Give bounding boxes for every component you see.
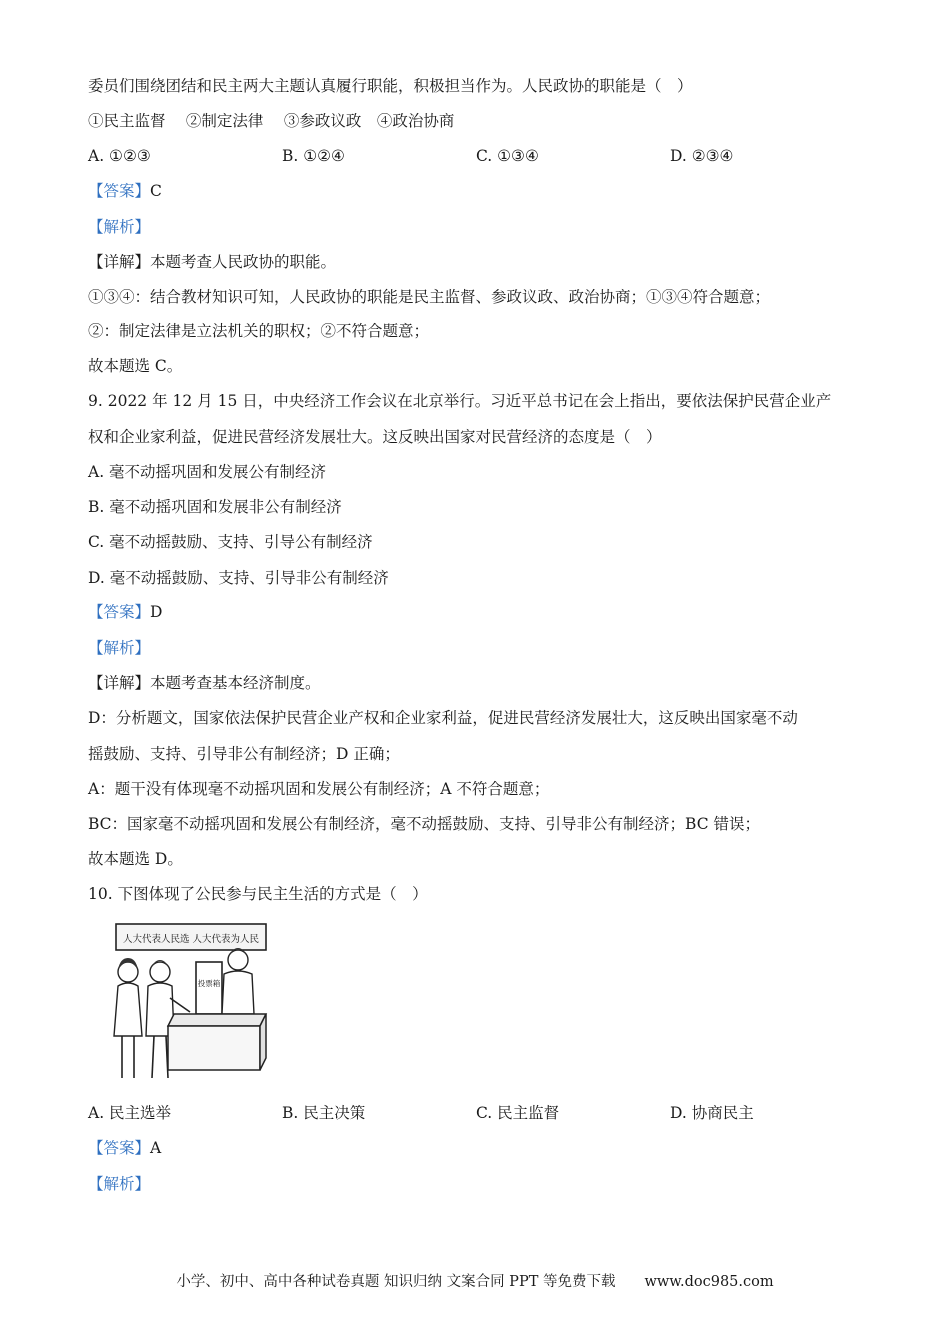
q8-option-b: B. ①②④ (282, 147, 345, 165)
voting-cartoon (110, 920, 270, 1085)
answer-value: D (150, 603, 163, 621)
q9-explain-line: BC：国家毫不动摇巩固和发展公有制经济，毫不动摇鼓励、支持、引导非公有制经济；BC 错误； (88, 815, 761, 833)
q9-conclusion: 故本题选 D。 (88, 850, 183, 868)
q9-explain-line: A：题干没有体现毫不动摇巩固和发展公有制经济；A 不符合题意； (88, 780, 550, 798)
woman-body (114, 983, 142, 1036)
detail-text: 本题考查基本经济制度。 (150, 674, 321, 692)
q8-analysis-tag: 【解析】 (88, 218, 151, 236)
q8-conclusion: 故本题选 C。 (88, 357, 183, 375)
q8-option-c: C. ①③④ (476, 147, 539, 165)
q10-analysis-tag: 【解析】 (88, 1175, 151, 1193)
page-footer: 小学、初中、高中各种试卷真题 知识归纳 文案合同 PPT 等免费下载 www.doc985.com (176, 1274, 774, 1290)
q9-option-b: B. 毫不动摇巩固和发展非公有制经济 (88, 498, 342, 516)
answer-tag: 【答案】 (88, 182, 151, 200)
q9-stem-2: 权和企业家利益，促进民营经济发展壮大。这反映出国家对民营经济的态度是（ ） (88, 428, 662, 446)
q10-option-c: C. 民主监督 (476, 1104, 560, 1122)
q10-option-d: D. 协商民主 (670, 1104, 754, 1122)
q9-option-c: C. 毫不动摇鼓励、支持、引导公有制经济 (88, 533, 373, 551)
q8-explain-line: ①③④：结合教材知识可知，人民政协的职能是民主监督、参政议政、政治协商；①③④符合题意； (88, 288, 771, 306)
detail-tag: 【详解】 (88, 674, 151, 692)
q9-detail (88, 673, 321, 693)
ballot-box (196, 962, 222, 1014)
official-body (222, 971, 254, 1014)
q9-analysis-tag: 【解析】 (88, 639, 151, 657)
q10-illustration (110, 920, 270, 1085)
detail-text: 本题考查人民政协的职能。 (150, 253, 337, 271)
banner-text: 人大代表人民选 人大代表为人民 (122, 934, 260, 945)
q8-detail (88, 252, 336, 272)
q8-option-d: D. ②③④ (670, 147, 734, 165)
ballot-box-label: 投票箱 (197, 979, 221, 988)
q9-answer (88, 602, 162, 622)
q9-explain-line: 摇鼓励、支持、引导非公有制经济；D 正确； (88, 745, 400, 763)
q10-option-a: A. 民主选举 (88, 1104, 172, 1122)
answer-value: A (150, 1139, 162, 1157)
answer-tag: 【答案】 (88, 1139, 151, 1157)
q8-option-a: A. ①②③ (88, 147, 151, 165)
answer-value: C (150, 182, 162, 200)
detail-tag: 【详解】 (88, 253, 151, 271)
table-front (168, 1026, 260, 1070)
q10-answer (88, 1138, 161, 1158)
q9-explain-line: D：分析题文，国家依法保护民营企业产权和企业家利益，促进民营经济发展壮大，这反映出国家毫不动 (88, 709, 798, 727)
answer-tag: 【答案】 (88, 603, 151, 621)
q8-explain-line: ②：制定法律是立法机关的职权；②不符合题意； (88, 322, 430, 340)
table-top (168, 1014, 266, 1026)
q8-stem: 委员们围绕团结和民主两大主题认真履行职能，积极担当作为。人民政协的职能是（ ） (88, 77, 693, 95)
q9-stem-1: 9. 2022 年 12 月 15 日，中央经济工作会议在北京举行。习近平总书记在会上指出，要依法保护民营企业产 (88, 392, 832, 410)
q10-option-b: B. 民主决策 (282, 1104, 366, 1122)
q8-answer (88, 181, 162, 201)
q9-option-d: D. 毫不动摇鼓励、支持、引导非公有制经济 (88, 569, 389, 587)
q8-items: ①民主监督 ②制定法律 ③参政议政 ④政治协商 (88, 112, 455, 130)
q10-stem: 10. 下图体现了公民参与民主生活的方式是（ ） (88, 885, 428, 903)
q9-option-a: A. 毫不动摇巩固和发展公有制经济 (88, 463, 327, 481)
